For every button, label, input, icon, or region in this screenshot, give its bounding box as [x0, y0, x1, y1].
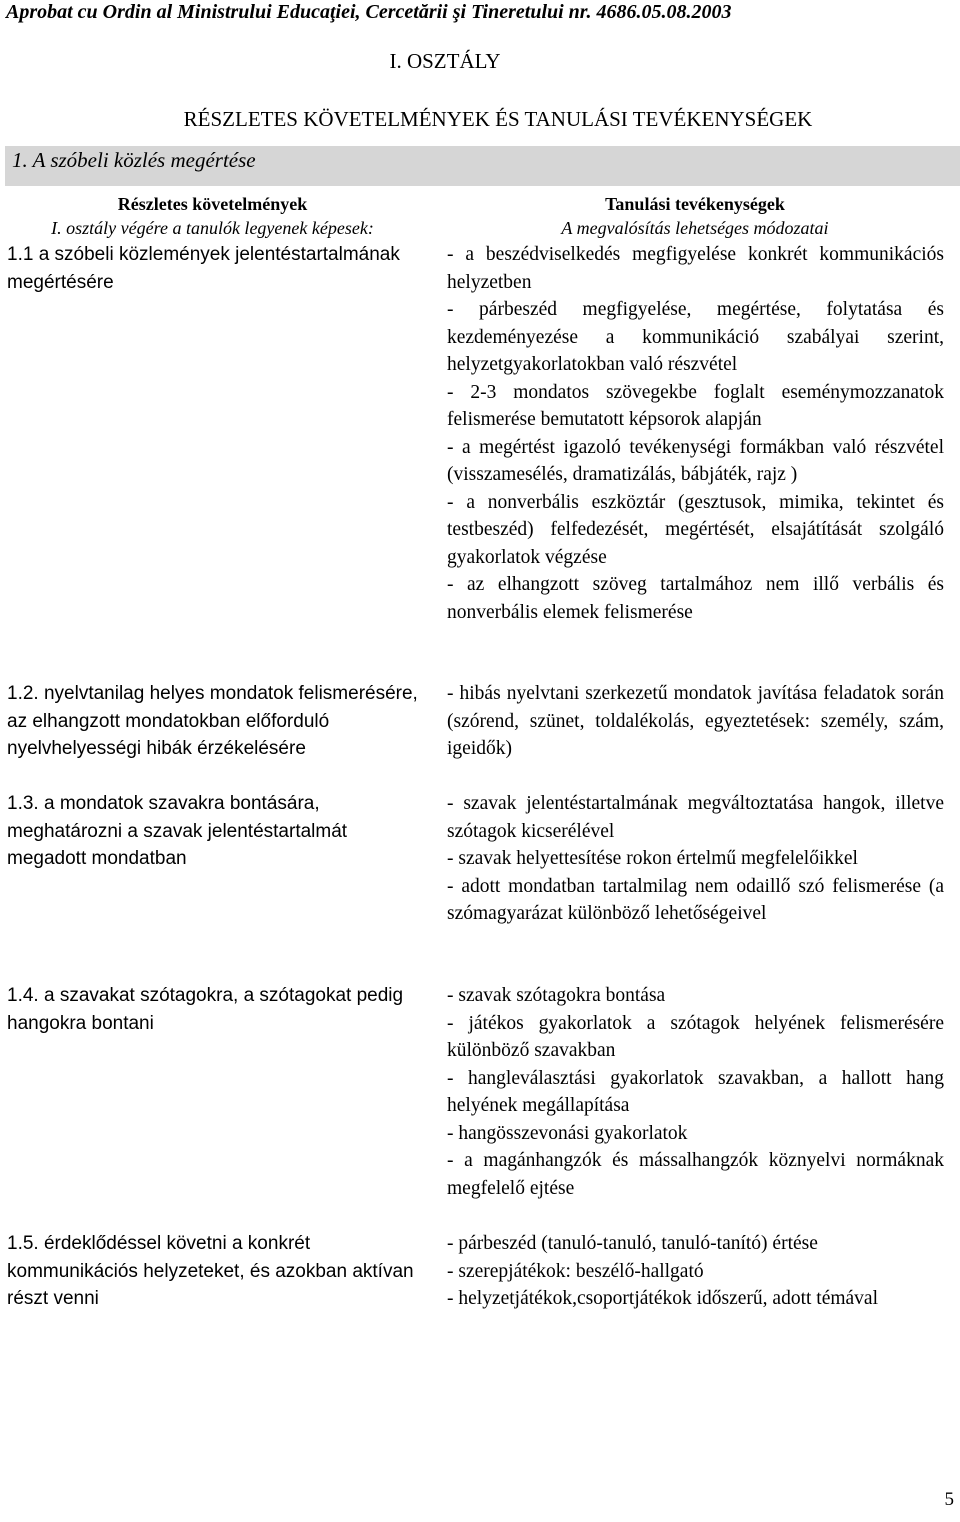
- requirement-1-3: 1.3. a mondatok szavakra bontására, meghatározni a szavak jelentéstartalmát megadott mondatban: [7, 793, 348, 869]
- page-number: 5: [944, 1489, 954, 1510]
- left-column-subtitle: I. osztály végére a tanulók legyenek képesek:: [51, 218, 374, 238]
- activity-item: - játékos gyakorlatok a szótagok helyének felismerésére különböző szavakban: [447, 1012, 944, 1061]
- activities-1-3: [447, 790, 944, 928]
- right-column-title: Tanulási tevékenységek: [605, 194, 785, 214]
- activity-item: - szerepjátékok: beszélő-hallgató: [447, 1260, 704, 1282]
- requirement-1-4: 1.4. a szavakat szótagokra, a szótagokat pedig hangokra bontani: [7, 985, 404, 1034]
- activity-item: - 2-3 mondatos szövegekbe foglalt eseménymozzanatok felismerése bemutatott képsorok alapján: [447, 381, 944, 430]
- activity-item: - párbeszéd megfigyelése, megértése, folytatása és kezdeményezése a kommunikáció szabályai szerint, helyzetgyakorlatokban való részvétel: [447, 299, 944, 375]
- activity-item: - hangösszevonási gyakorlatok: [447, 1122, 688, 1144]
- approval-line: Aprobat cu Ordin al Ministrului Educaţiei, Cercetării şi Tineretului nr. 4686.05.08.2003: [6, 1, 732, 23]
- left-column-header: [5, 192, 420, 240]
- activity-item: - szavak szótagokra bontása: [447, 985, 666, 1006]
- section-heading: RÉSZLETES KÖVETELMÉNYEK ÉS TANULÁSI TEVÉKENYSÉGEK: [183, 107, 813, 131]
- activity-item: - az elhangzott szöveg tartalmához nem illő verbális és nonverbális elemek felismerése: [447, 574, 944, 623]
- activity-item: - adott mondatban tartalmilag nem odaillő szó felismerése (a szómagyarázat különböző lehetőségeivel: [447, 875, 944, 924]
- activity-item: - párbeszéd (tanuló-tanuló, tanuló-tanító) értése: [447, 1233, 818, 1254]
- right-column-subtitle: A megvalósítás lehetséges módozatai: [561, 218, 829, 238]
- requirement-1-2: 1.2. nyelvtanilag helyes mondatok felismerésére, az elhangzott mondatokban előforduló nyelvhelyességi hibák érzékelésére: [7, 683, 418, 759]
- activities-1-5: [447, 1230, 944, 1313]
- activity-item: - a magánhangzók és mássalhangzók köznyelvi normáknak megfelelő ejtése: [447, 1150, 944, 1199]
- requirement-1-5: 1.5. érdeklődéssel követni a konkrét kommunikációs helyzeteket, és azokban aktívan részt venni: [7, 1233, 414, 1309]
- subsection-title: 1. A szóbeli közlés megértése: [12, 148, 256, 172]
- right-column-header: [430, 192, 960, 240]
- activities-1-4: [447, 982, 944, 1202]
- activity-item: - a beszédviselkedés megfigyelése konkrét kommunikációs helyzetben: [447, 244, 944, 293]
- subsection-band: [5, 146, 960, 186]
- requirement-1-1: 1.1 a szóbeli közlemények jelentéstartalmának megértésére: [7, 244, 400, 293]
- left-column-title: Részletes követelmények: [117, 194, 308, 214]
- activity-item: - a nonverbális eszköztár (gesztusok, mimika, tekintet és testbeszéd) felfedezését, megértését, elsajátítását szolgáló gyakorlatok végzése: [447, 491, 944, 568]
- activity-item: - a megértést igazoló tevékenységi formákban való részvétel (visszamesélés, dramatizálás, bábjáték, rajz ): [447, 436, 944, 485]
- activity-item: - szavak jelentéstartalmának megváltoztatása hangok, illetve szótagok kicserélével: [447, 793, 944, 842]
- grade-title: I. OSZTÁLY: [389, 49, 501, 73]
- activity-item: - helyzetjátékok,csoportjátékok időszerű, adott témával: [447, 1288, 879, 1309]
- activities-1-2: [447, 680, 944, 763]
- activities-1-1: [447, 241, 944, 626]
- activity-item: - hibás nyelvtani szerkezetű mondatok javítása feladatok során (szórend, szünet, toldalékolás, egyeztetések: személy, szám, igeidők): [447, 683, 944, 759]
- activity-item: - szavak helyettesítése rokon értelmű megfelelőikkel: [447, 848, 858, 869]
- activity-item: - hangleválasztási gyakorlatok szavakban, a hallott hang helyének megállapítása: [447, 1067, 944, 1116]
